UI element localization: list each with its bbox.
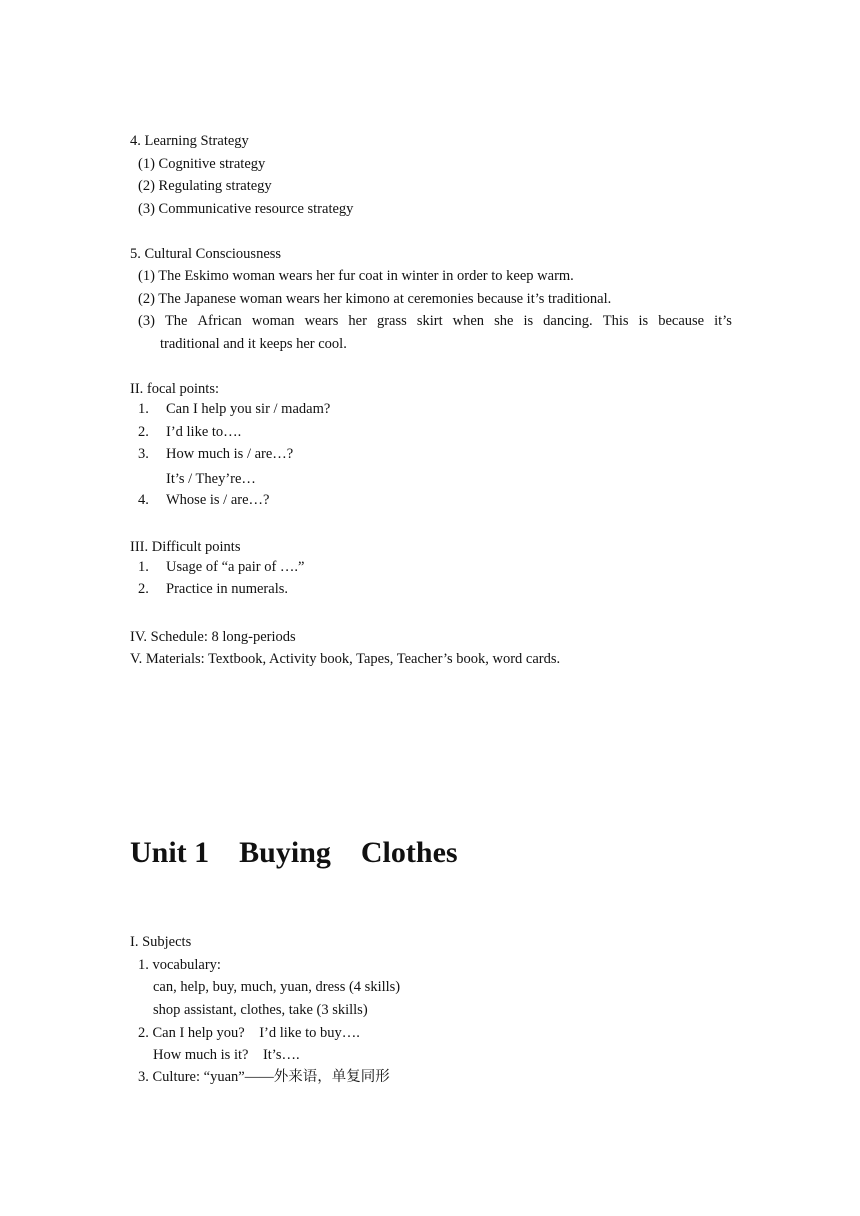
culture-word: dancing. [543,313,593,329]
strategy-item: (1) Cognitive strategy [138,156,266,172]
culture-item: (2) The Japanese woman wears her kimono at ceremonies because it’s traditional. [138,291,612,307]
list-text: It’s / They’re… [166,471,256,487]
culture-word: because [658,313,705,329]
culture-word: wears [304,313,339,329]
list-number: 1. [138,559,149,575]
list-number: 1. [138,401,149,417]
section-cultural-title: 5. Cultural Consciousness [130,246,282,262]
sentence-line: How much is it? It’s…. [153,1047,300,1063]
difficult-item [138,582,288,597]
culture-word: skirt [416,313,443,329]
culture-item-3-continuation: traditional and it keeps her cool. [160,336,347,352]
unit-heading: Unit 1 Buying Clothes [130,836,458,869]
culture-word: grass [376,313,407,329]
culture-word: she [494,313,514,329]
section-focal-title: II. focal points: [130,381,219,397]
vocabulary-line: can, help, buy, much, yuan, dress (4 skills) [153,979,401,995]
list-number: 2. [138,581,149,597]
list-text: Whose is / are…? [166,492,270,508]
list-text: Practice in numerals. [166,581,288,597]
culture-word: is [523,313,534,329]
culture-word: This [602,313,629,329]
culture-word: The [164,313,188,329]
schedule-line: IV. Schedule: 8 long-periods [130,629,296,645]
culture-word: (3) [138,313,155,329]
focal-item [138,472,256,487]
culture-item-3-line [138,314,732,329]
culture-word: her [348,313,367,329]
list-number: 2. [138,424,149,440]
culture-line: 3. Culture: “yuan”——外来语，单复同形 [138,1069,390,1085]
section-subjects-title: I. Subjects [130,934,192,950]
focal-item [138,447,293,462]
list-text: Usage of “a pair of ….” [166,559,305,575]
list-text: How much is / are…? [166,446,294,462]
list-text: I’d like to…. [166,424,242,440]
focal-item [138,402,330,417]
culture-word: when [452,313,485,329]
materials-line: V. Materials: Textbook, Activity book, Tapes, Teacher’s book, word cards. [130,651,561,667]
strategy-item: (2) Regulating strategy [138,178,272,194]
vocabulary-line: shop assistant, clothes, take (3 skills) [153,1002,368,1018]
section-difficult-title: III. Difficult points [130,539,241,555]
culture-word: African [197,313,242,329]
list-number: 4. [138,492,149,508]
difficult-item [138,560,305,575]
focal-item [138,425,241,440]
list-text: Can I help you sir / madam? [166,401,331,417]
list-number: 3. [138,446,149,462]
focal-item [138,493,269,508]
culture-word: it’s [714,313,732,329]
vocabulary-title: 1. vocabulary: [138,957,221,973]
culture-word: is [638,313,649,329]
section-learning-strategy-title: 4. Learning Strategy [130,133,249,149]
strategy-item: (3) Communicative resource strategy [138,201,354,217]
culture-item: (1) The Eskimo woman wears her fur coat in winter in order to keep warm. [138,268,574,284]
sentence-line: 2. Can I help you? I’d like to buy…. [138,1025,360,1041]
culture-word: woman [251,313,295,329]
